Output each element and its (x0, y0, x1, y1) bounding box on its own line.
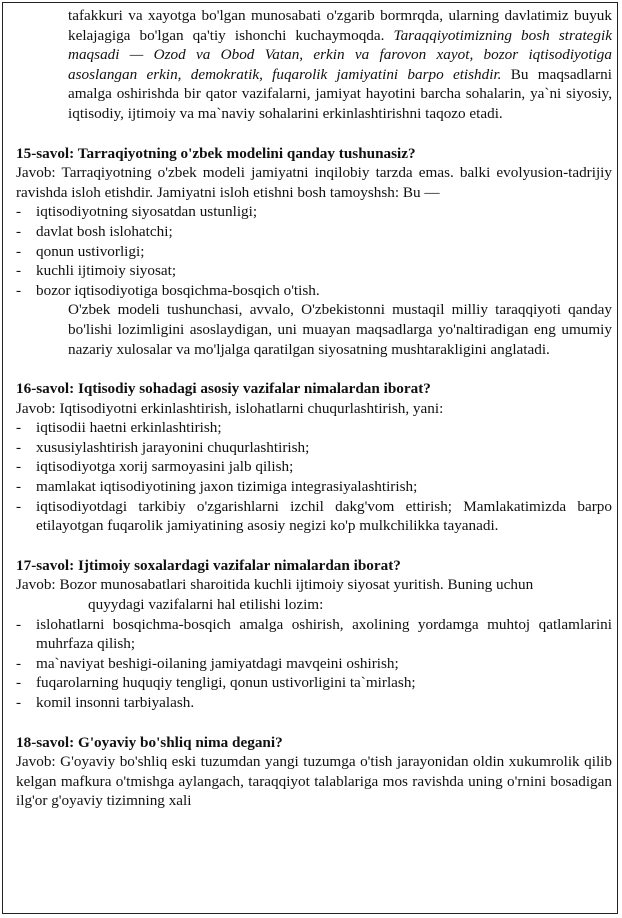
list-item: - xususiylashtirish jarayonini chuqurlashtirish; (16, 438, 612, 458)
question-17-answer-continued: quyydagi vazifalarni hal etilishi lozim: (88, 596, 324, 614)
question-15-paragraph: O'zbek modeli tushunchasi, avvalo, O'zbekistonni mustaqil milliy taraqqiyoti qanday bo'lishi lozimligini asoslaydigan, uni muayan maqsadlarga yo'naltiradigan eng umumiy nazariy xulosalar va mo'ljalga qaratilgan siyosatning mushtarakligini anglatadi. (68, 301, 612, 358)
intro-italic-text: Taraqqiyotimizning bosh strategik maqsadi — Ozod va Obod Vatan, erkin va farovon xayot, bozor iqtisodiyotiga asoslangan erkin, demokratik, fuqarolik jamiyatini barpo etishdir. (68, 26, 612, 83)
list-item: - ma`naviyat beshigi-oilaning jamiyatdagi mavqeini oshirish; (16, 654, 612, 674)
list-item: - bozor iqtisodiyotiga bosqichma-bosqich o'tish. (16, 281, 612, 301)
question-15-title: 15-savol: Tarraqiyotning o'zbek modelini qanday tushunasiz? (16, 144, 416, 162)
question-17-list (16, 615, 612, 713)
list-item: - fuqarolarning huquqiy tengligi, qonun ustivorligini ta`mirlash; (16, 673, 612, 693)
question-16-list (16, 418, 612, 536)
question-18-answer: Javob: G'oyaviy bo'shliq eski tuzumdan yangi tuzumga o'tish jarayonidan oldin xukumrolik qilib kelgan mafkura o'tmishga aylangach, taraqqiyot talablariga mos ravishda uning o'rnini bosadigan ilg'or g'oyaviy tizimning xali (16, 753, 612, 810)
document-page (16, 6, 612, 811)
intro-text-end: Bu maqsadlarni amalga oshirishda bir qator vazifalarni, jamiyat hayotini barcha sohalarin, ya`ni siyosiy, iqtisodiy, ijtimoiy va ma`naviy sohalarini erkinlashtirishni taqozo etadi. (68, 65, 612, 122)
question-16-title: 16-savol: Iqtisodiy sohadagi asosiy vazifalar nimalardan iborat? (16, 380, 431, 398)
list-item: - kuchli ijtimoiy siyosat; (16, 261, 612, 281)
list-item: - iqtisodiyotga xorij sarmoyasini jalb qilish; (16, 457, 612, 477)
question-15-answer: Javob: Tarraqiyotning o'zbek modeli jamiyatni inqilobiy tarzda emas. balki evolyusion-tadrijiy ravishda isloh etishdir. Jamiyatni isloh etishni bosh tamoyshsh: Bu — (16, 164, 612, 201)
list-item: - davlat bosh islohatchi; (16, 222, 612, 242)
intro-paragraph (16, 6, 612, 124)
list-item: - islohatlarni bosqichma-bosqich amalga oshirish, axolining yordamga muhtoj qatlamlarini muhrfaza qilish; (16, 615, 612, 654)
list-item: - iqtisodii haetni erkinlashtirish; (16, 418, 612, 438)
list-item: - qonun ustivorligi; (16, 242, 612, 262)
question-16-answer: Javob: Iqtisodiyotni erkinlashtirish, islohatlarni chuqurlashtirish, yani: (16, 399, 444, 417)
question-18-title: 18-savol: G'oyaviy bo'shliq nima degani? (16, 733, 283, 751)
list-item: - komil insonni tarbiyalash. (16, 693, 612, 713)
list-item: - iqtisodiyotdagi tarkibiy o'zgarishlarni izchil dakg'vom ettirish; Mamlakatimizda barpo etilayotgan fuqarolik jamiyatining asosiy negizi ko'p mulkchilikka tayanadi. (16, 497, 612, 536)
question-17-answer: Javob: Bozor munosabatlari sharoitida kuchli ijtimoiy siyosat yuritish. Buning uchun (16, 576, 534, 594)
question-17-title: 17-savol: Ijtimoiy soxalardagi vazifalar nimalardan iborat? (16, 556, 401, 574)
intro-text-start: tafakkuri va xayotga bo'lgan munosabati o'zgarib bormrqda, ularning davlatimiz buyuk kelajagiga bo'lgan qa'tiy ishonchi kuchaymoqda. (68, 7, 612, 44)
question-15-list (16, 202, 612, 300)
list-item: - mamlakat iqtisodiyotining jaxon tizimiga integrasiyalashtirish; (16, 477, 612, 497)
list-item: - iqtisodiyotning siyosatdan ustunligi; (16, 202, 612, 222)
